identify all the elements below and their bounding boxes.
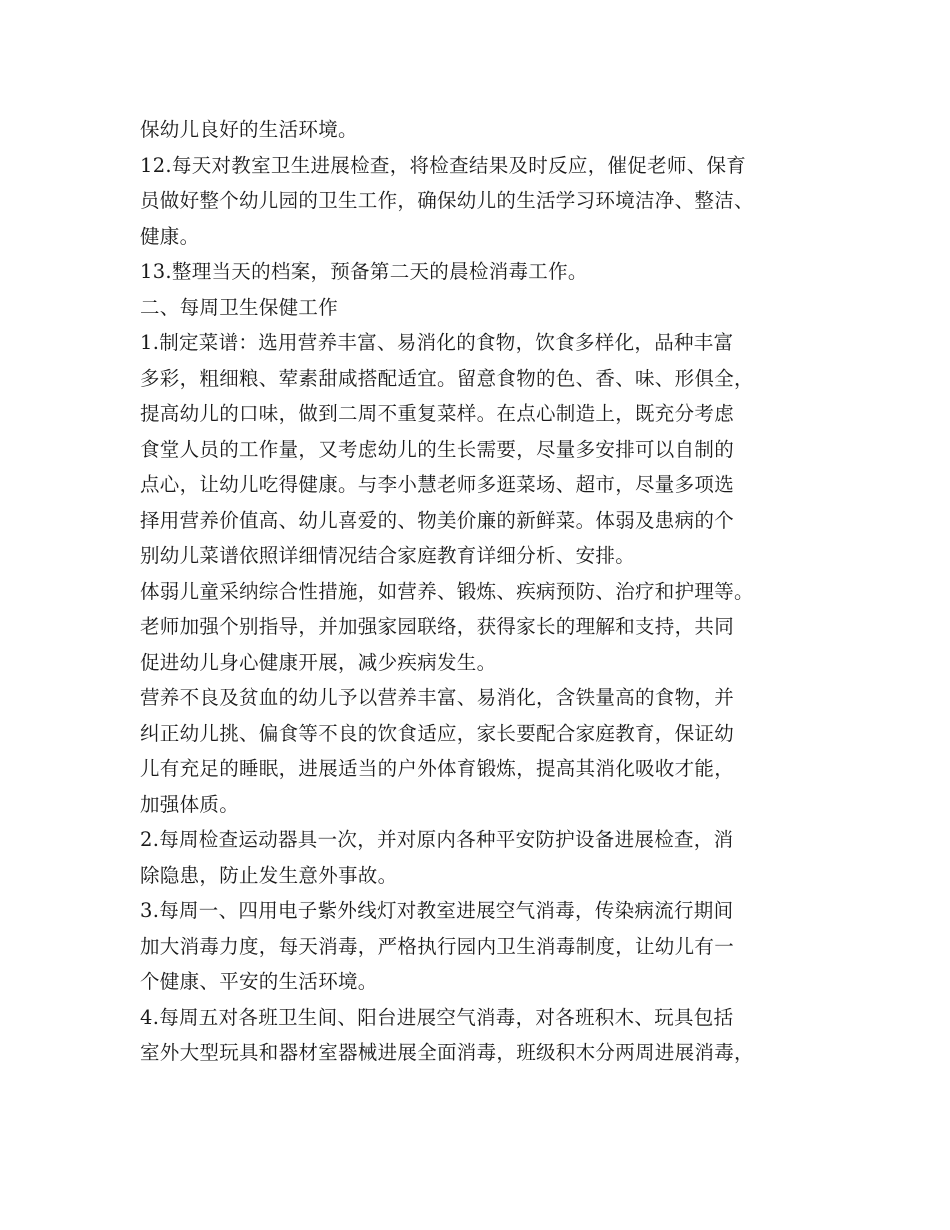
text-line: 3.每周一、四用电子紫外线灯对教室进展空气消毒，传染病流行期间 bbox=[140, 899, 734, 922]
text-line: 除隐患，防止发生意外事故。 bbox=[140, 863, 398, 887]
text-line: 加大消毒力度，每天消毒，严格执行园内卫生消毒制度，让幼儿有一 bbox=[140, 934, 735, 958]
text-line: 员做好整个幼儿园的卫生工作，确保幼儿的生活学习环境洁净、整洁、 bbox=[140, 189, 754, 212]
text-line: 纠正幼儿挑、偏食等不良的饮食适应，家长要配合家庭教育，保证幼 bbox=[140, 721, 735, 745]
text-line: 13.整理当天的档案，预备第二天的晨检消毒工作。 bbox=[140, 260, 588, 283]
section-heading: 二、每周卫生保健工作 bbox=[140, 295, 339, 319]
text-line: 点心，让幼儿吃得健康。与李小慧老师多逛菜场、超市，尽量多项选 bbox=[140, 473, 735, 496]
text-line: 保幼儿良好的生活环境。 bbox=[140, 118, 358, 141]
text-line: 体弱儿童采纳综合性措施，如营养、锻炼、疾病预防、治疗和护理等。 bbox=[140, 579, 754, 603]
text-line: 营养不良及贫血的幼儿予以营养丰富、易消化，含铁量高的食物，并 bbox=[140, 686, 735, 709]
text-line: 提高幼儿的口味，做到二周不重复菜样。在点心制造上，既充分考虑 bbox=[140, 402, 735, 425]
text-line: 1.制定菜谱：选用营养丰富、易消化的食物，饮食多样化，品种丰富 bbox=[140, 331, 734, 354]
document-body bbox=[140, 112, 820, 1071]
text-line: 儿有充足的睡眠，进展适当的户外体育锻炼，提高其消化吸收才能， bbox=[140, 757, 735, 780]
text-line: 4.每周五对各班卫生间、阳台进展空气消毒，对各班积木、玩具包括 bbox=[140, 1005, 734, 1029]
text-line: 食堂人员的工作量，又考虑幼儿的生长需要，尽量多安排可以自制的 bbox=[140, 437, 735, 461]
text-line: 加强体质。 bbox=[140, 792, 240, 816]
text-line: 别幼儿菜谱依照详细情况结合家庭教育详细分析、安排。 bbox=[140, 544, 636, 567]
text-line: 多彩，粗细粮、荤素甜咸搭配适宜。留意食物的色、香、味、形俱全， bbox=[140, 366, 754, 390]
text-line: 健康。 bbox=[140, 224, 200, 248]
text-line: 促进幼儿身心健康开展，减少疾病发生。 bbox=[140, 650, 497, 674]
text-line: 个健康、平安的生活环境。 bbox=[140, 970, 378, 993]
text-line: 老师加强个别指导，并加强家园联络，获得家长的理解和支持，共同 bbox=[140, 615, 735, 638]
text-line: 择用营养价值高、幼儿喜爱的、物美价廉的新鲜菜。体弱及患病的个 bbox=[140, 508, 735, 532]
text-line: 室外大型玩具和器材室器械进展全面消毒，班级积木分两周进展消毒， bbox=[140, 1041, 754, 1064]
text-line: 12.每天对教室卫生进展检查，将检查结果及时反应，催促老师、保育 bbox=[140, 153, 747, 177]
text-line: 2.每周检查运动器具一次，并对原内各种平安防护设备进展检查，消 bbox=[140, 828, 734, 851]
